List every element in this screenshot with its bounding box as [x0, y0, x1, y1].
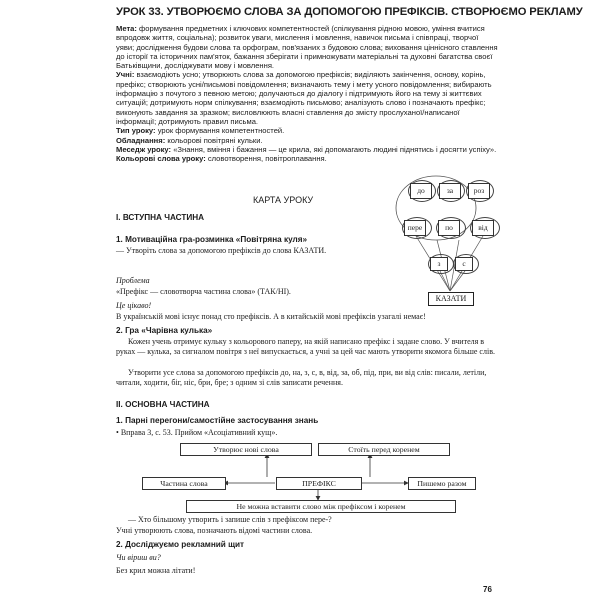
game-paragraph-1: Кожен учень отримує кульку з кольорового паперу, на якій написано префікс і задане слово. У вчителя в руках — кулька, за сигналом повітря з неї випускається, а учні за цей час мають утворити якомога більше слів.: [116, 337, 495, 356]
type-label: Тип уроку:: [116, 126, 156, 136]
assoc-box-write-together: Пишемо разом: [408, 477, 476, 490]
section1-heading: I. ВСТУПНА ЧАСТИНА: [116, 213, 205, 222]
section2-item1: 1. Парні перегони/самостійне застосування знань: [116, 416, 319, 425]
goal-text: формування предметних і ключових компетентностей (спілкування рідною мовою, уміння вчитися впродовж життя, соціальна); розвиток уваги, мислення і мовлення, навичок письма і співпраці, творчої уяви; дослідження будови слова та орфограм, пов'язаних з будовою слова; виховання ціннісного ставлення до історії та історичних пам'яток, бажання зберігати і примножувати матеріальні та духовні багатства своєї Батьківщини, досліджувати мову і мовлення.: [116, 24, 498, 71]
students-label: Учні:: [116, 70, 135, 80]
prefix-bubble: за: [439, 183, 461, 199]
section1-item2: 2. Гра «Чарівна кулька»: [116, 326, 213, 335]
prefix-bubble: по: [438, 220, 460, 236]
assoc-box-new-words: Утворює нові слова: [180, 443, 312, 456]
game-paragraph-2: Утворити усе слова за допомогою префіксів до, на, з, с, в, від, за, об, під, при, ви від слів: писали, летіли, читали, ходити, бiг, нiс, бри, бре; з одним зі слів записати речення.: [116, 368, 487, 387]
students-text: взаємодіють усно; утворюють слова за допомогою префіксів; виділяють закінчення, основу, корінь, префікс; створюють усні/письмові повідомлення; визначають тему і мету усного повідомлення; вибирають інформацію з почутого з певною метою; долучаються до діалогу і підтримують його на тему зі життєвих ситуацій; дотримують норм спілкування; взаємодіють письмово; аналізують слово і позначають префікс; виконують завдання за зразком; висловлюють власні ставлення до змісту прослуханої/написаної інформації; дотримують правил письма.: [116, 70, 492, 126]
prefix-bubble: до: [410, 183, 432, 199]
message-label: Меседж уроку:: [116, 144, 172, 154]
belief-question: Чи віриш ви?: [116, 553, 161, 562]
fact-text: В українській мові існує понад сто префіксів. А в китайській мові префіксів узагалі немає!: [116, 312, 426, 321]
assoc-box-no-insert: Не можна вставити слово між префіксом і коренем: [186, 500, 456, 513]
assoc-box-prefix: ПРЕФІКС: [276, 477, 362, 490]
words-text: словотворення, повітроплавання.: [207, 154, 327, 164]
prefix-bubble: пере: [404, 220, 426, 236]
exercise-bullet: • Вправа 3, с. 53. Прийом «Асоціативний кущ».: [116, 428, 278, 437]
type-text: урок формування компетентностей.: [157, 126, 285, 136]
message-text: «Знання, вміння і бажання — це крила, які допомагають людині піднятись і досягти успіху».: [173, 144, 497, 154]
equip-text: кольорові повітряні кульки.: [167, 135, 263, 145]
exercise-bullet-text: Вправа 3, с. 53. Прийом «Асоціативний кущ».: [120, 428, 278, 437]
question-text: — Хто більшому утворить і запише слів з префіксом пере-?: [128, 515, 332, 524]
words-label: Кольорові слова уроку:: [116, 154, 206, 164]
section2-heading: II. ОСНОВНА ЧАСТИНА: [116, 400, 210, 409]
prefix-bubble: роз: [468, 183, 490, 199]
equip-label: Обладнання:: [116, 135, 166, 145]
section1-item1-text: — Утворіть слова за допомогою префіксів до слова КАЗАТИ.: [116, 246, 327, 255]
page-number: 76: [483, 585, 492, 594]
closing-text: Без крил можна літати!: [116, 566, 196, 575]
section1-item1: 1. Мотиваційна гра-розминка «Повітряна куля»: [116, 235, 308, 244]
prefix-bubble: с: [455, 257, 473, 271]
prefix-bubble: з: [430, 257, 448, 271]
section2-item2: 2. Досліджуємо рекламний щит: [116, 540, 245, 549]
assoc-box-before-root: Стоїть перед коренем: [318, 443, 450, 456]
prefix-bubble: від: [472, 220, 494, 236]
answer-text: Учні утворюють слова, позначають відомі частини слова.: [116, 526, 313, 535]
problem-label: Проблема: [116, 276, 150, 285]
goal-label: Мета:: [116, 24, 137, 33]
prefix-definition: «Префікс — словотворча частина слова» (ТАК/НІ).: [116, 287, 291, 296]
lesson-title-text: УРОК 33. УТВОРЮЄМО СЛОВА ЗА ДОПОМОГОЮ ПРЕФІКСІВ. СТВОРЮЄМО РЕКЛАМУ: [116, 6, 583, 18]
map-title: КАРТА УРОКУ: [253, 195, 314, 205]
root-word-box: КАЗАТИ: [428, 292, 474, 306]
fact-label: Це цікаво!: [116, 301, 152, 310]
assoc-box-word-part: Частина слова: [142, 477, 226, 490]
